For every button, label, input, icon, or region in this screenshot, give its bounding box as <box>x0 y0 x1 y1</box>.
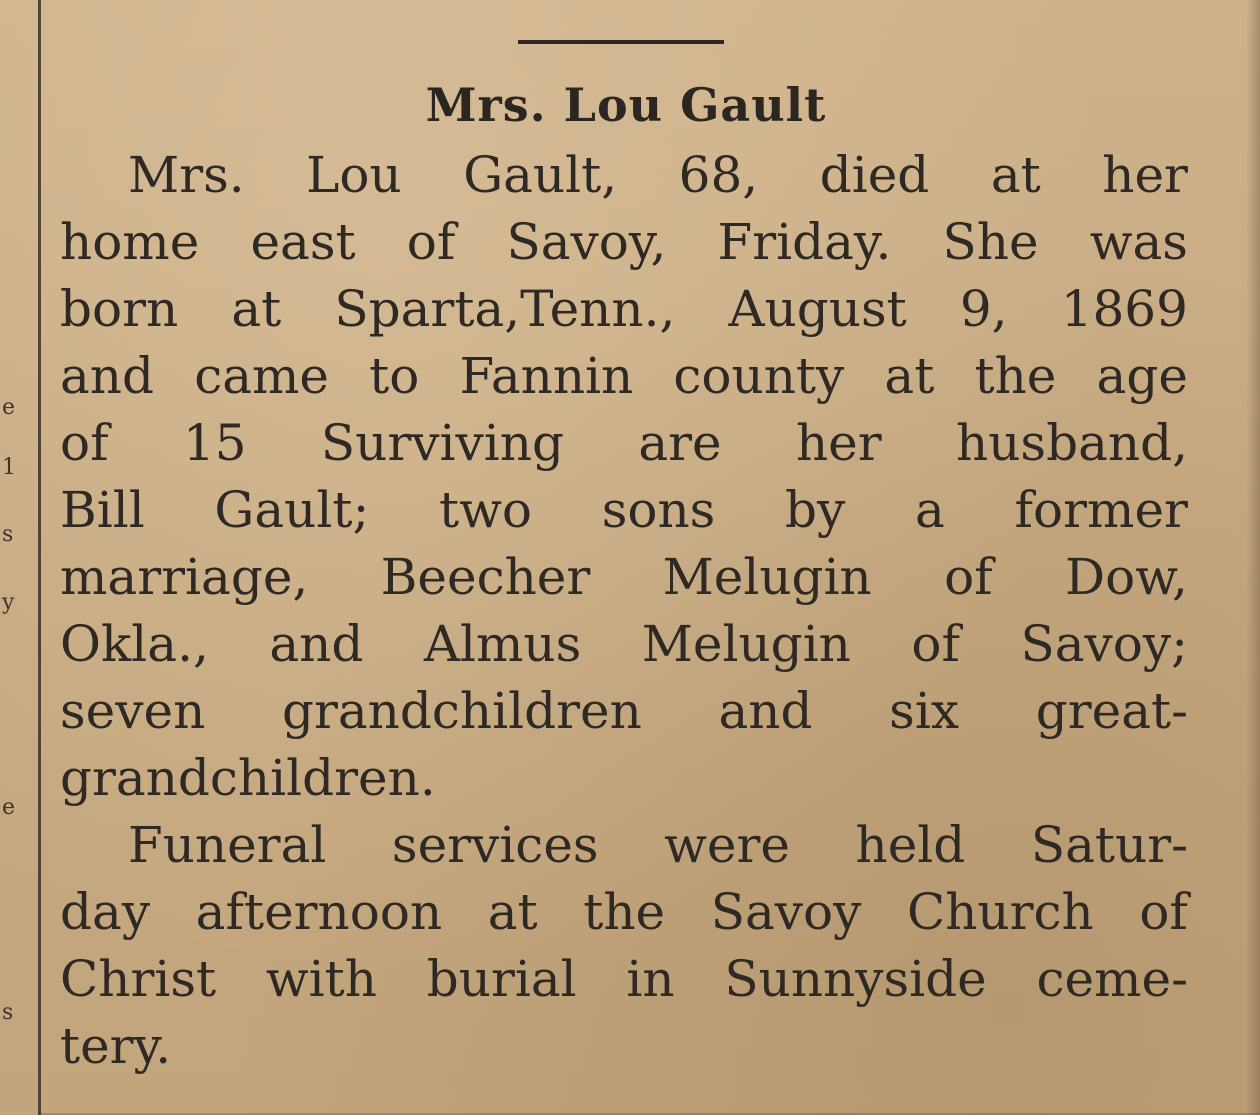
word: Melugin <box>641 615 851 673</box>
word: two <box>439 481 533 539</box>
word: Funeral <box>128 816 327 874</box>
word: Friday. <box>717 213 892 271</box>
text-line <box>128 142 1188 208</box>
headline-rule <box>518 40 724 44</box>
word: sons <box>601 481 716 539</box>
word: were <box>664 816 790 874</box>
word: marriage, <box>60 548 309 606</box>
word: born <box>60 280 179 338</box>
word: Satur- <box>1030 816 1188 874</box>
word: Melugin <box>662 548 872 606</box>
word: Surviving <box>320 414 564 472</box>
word: former <box>1014 481 1188 539</box>
word: died <box>819 146 930 204</box>
word: Lou <box>306 146 402 204</box>
word: of <box>60 414 109 472</box>
word: of <box>911 615 960 673</box>
word: Sunnyside <box>724 950 987 1008</box>
left-fragment: s <box>2 522 14 547</box>
word: Beecher <box>380 548 591 606</box>
word: great- <box>1035 682 1188 740</box>
text-line <box>60 410 1188 476</box>
word: Savoy; <box>1020 615 1188 673</box>
text-line <box>60 745 1188 811</box>
left-fragment: y <box>2 590 15 615</box>
adjacent-column-fragment <box>0 0 34 1115</box>
word: Christ <box>60 950 217 1008</box>
word: at <box>231 280 282 338</box>
word: grandchildren. <box>60 749 436 807</box>
word: and <box>269 615 364 673</box>
word: Dow, <box>1065 548 1188 606</box>
left-fragment: s <box>2 1000 14 1025</box>
paper-edge <box>1246 0 1260 1115</box>
word: a <box>915 481 945 539</box>
word: grandchildren <box>281 682 642 740</box>
word: home <box>60 213 200 271</box>
word: came <box>194 347 330 405</box>
word: afternoon <box>195 883 443 941</box>
word: are <box>638 414 722 472</box>
word: 68, <box>678 146 759 204</box>
word: 15 <box>182 414 247 472</box>
column-divider <box>38 0 41 1115</box>
text-line <box>60 544 1188 610</box>
text-line <box>60 276 1188 342</box>
word: Gault; <box>214 481 370 539</box>
word: Mrs. <box>128 146 245 204</box>
word: Church <box>906 883 1094 941</box>
word: burial <box>426 950 577 1008</box>
left-fragment: e <box>2 795 16 820</box>
word: at <box>884 347 935 405</box>
word: husband, <box>956 414 1188 472</box>
word: with <box>265 950 377 1008</box>
word: and <box>60 347 155 405</box>
text-line <box>60 678 1188 744</box>
text-line <box>128 812 1188 878</box>
word: August <box>728 280 907 338</box>
word: ceme- <box>1036 950 1188 1008</box>
word: services <box>391 816 599 874</box>
word: at <box>990 146 1041 204</box>
word: tery. <box>60 1017 172 1075</box>
word: east <box>250 213 356 271</box>
text-line <box>60 1013 1188 1079</box>
word: was <box>1089 213 1188 271</box>
word: Savoy <box>710 883 862 941</box>
word: six <box>889 682 960 740</box>
word: Almus <box>423 615 582 673</box>
text-line <box>60 611 1188 677</box>
word: age <box>1096 347 1188 405</box>
obituary-headline: Mrs. Lou Gault <box>425 78 827 132</box>
text-line <box>60 477 1188 543</box>
word: 9, <box>959 280 1008 338</box>
word: 1869 <box>1060 280 1188 338</box>
word: her <box>1102 146 1188 204</box>
word: of <box>406 213 456 271</box>
word: Sparta,Tenn., <box>334 280 676 338</box>
word: and <box>718 682 813 740</box>
text-line <box>60 209 1188 275</box>
word: the <box>974 347 1057 405</box>
left-fragment: 1 <box>2 455 16 480</box>
text-line <box>60 879 1188 945</box>
left-fragment: e <box>2 395 16 420</box>
word: to <box>369 347 420 405</box>
word: Fannin <box>459 347 634 405</box>
word: day <box>60 883 151 941</box>
word: of <box>1139 883 1188 941</box>
word: held <box>855 816 966 874</box>
word: Gault, <box>463 146 618 204</box>
word: county <box>673 347 845 405</box>
text-line <box>60 946 1188 1012</box>
word: by <box>785 481 846 539</box>
word: Okla., <box>60 615 209 673</box>
word: of <box>944 548 993 606</box>
word: She <box>942 213 1039 271</box>
text-line <box>60 343 1188 409</box>
word: Bill <box>60 481 145 539</box>
word: Savoy, <box>506 213 667 271</box>
word: in <box>626 950 675 1008</box>
word: the <box>583 883 666 941</box>
word: at <box>487 883 538 941</box>
word: her <box>795 414 882 472</box>
word: seven <box>60 682 206 740</box>
